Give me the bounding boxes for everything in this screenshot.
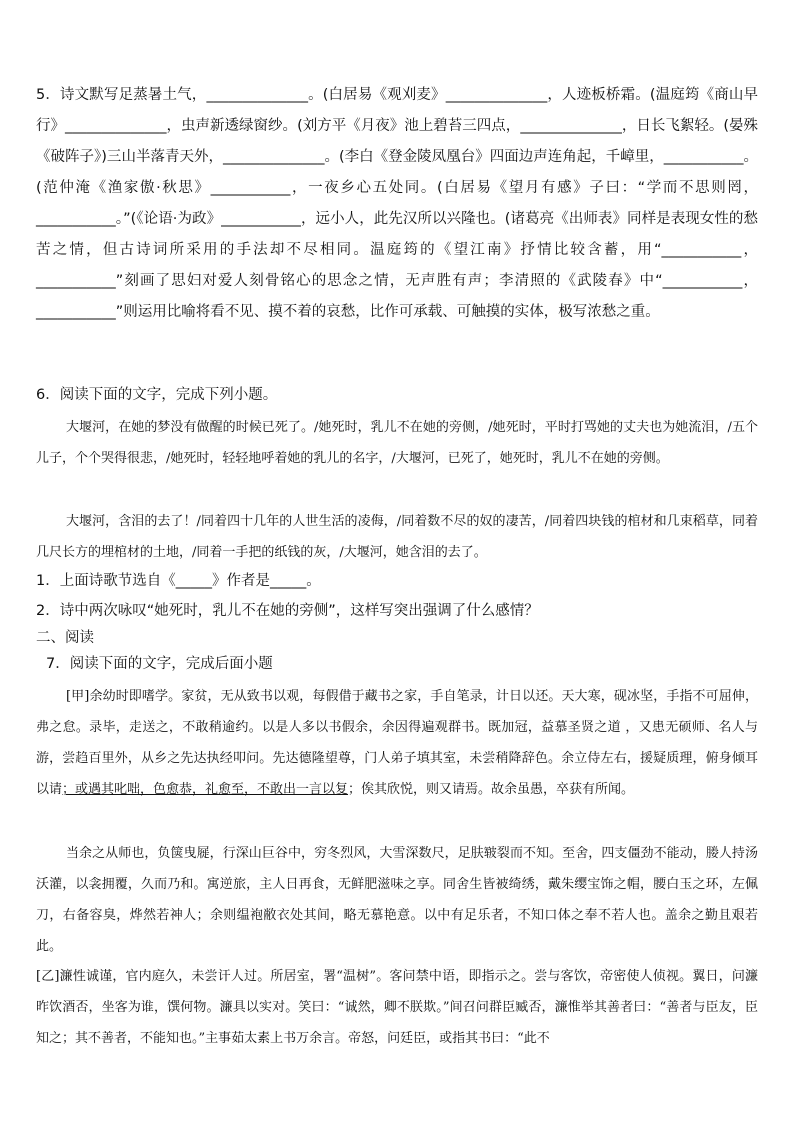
q5-blank: ___________: [36, 304, 116, 320]
q5-text: ，虫声新透绿窗纱。(刘方平《月夜》池上碧苔三四点，: [166, 118, 521, 134]
q5-text: ”刻画了思妇对爱人刻骨铭心的思念之情，无声胜有声；李清照的《武陵春》中“: [115, 273, 663, 289]
q5-text: 。(白居易《观刈麦》: [307, 87, 446, 103]
q5-blank: ___________: [36, 273, 116, 289]
q5-text: ，人迹板桥霜。(温庭筠《商山早行》: [36, 87, 759, 134]
q5-text: 5．诗文默写足蒸暑土气，: [36, 87, 207, 103]
q5-text: ，: [741, 242, 759, 258]
question-5: [36, 80, 758, 328]
q5-blank: ___________: [221, 211, 301, 227]
sub-question-2: 2．诗中两次咏叹“她死时，乳儿不在她的旁侧”，这样写突出强调了什么感情？: [36, 603, 539, 619]
sub-question-1: 1．上面诗歌节选自《_____》作者是_____。: [36, 573, 321, 589]
passage-jia-paragraph-2: 当余之从师也，负箧曳屣，行深山巨谷中，穷冬烈风，大雪深数尺，足肤皲裂而不知。至舍，四支僵劲不能动，媵人持汤沃灌，以衾拥覆，久而乃和。寓逆旅，主人日再食，无鲜肥滋味之享。同舍生皆被绮绣，戴朱缨宝饰之帽，腰白玉之环，左佩刀，右备容臭，烨然若神人；余则缊袍敝衣处其间，略无慕艳意。以中有足乐者，不知口体之奉不若人也。盖余之勤且艰若此。: [36, 846, 758, 954]
q5-blank: ______________: [206, 87, 308, 103]
q5-text: 。(范仲淹《渔家傲·秋思》: [36, 149, 759, 196]
question-7-heading: 7．阅读下面的文字，完成后面小题: [46, 656, 273, 672]
sub-question-1-blank-author: _____: [269, 573, 307, 589]
q5-text: 。(李白《登金陵凤凰台》四面边声连角起，千嶂里，: [324, 149, 664, 165]
q5-blank: ___________: [661, 242, 742, 258]
q5-blank: ___________: [663, 149, 744, 165]
q5-blank: ___________: [210, 180, 291, 196]
sub-question-1-blank-title: _____: [175, 573, 212, 589]
q5-blank: ___________: [36, 211, 116, 227]
underlined-sentence: ；或遇其叱咄，色愈恭，礼愈至，不敢出一言以复: [62, 782, 349, 797]
question-6-heading: 6．阅读下面的文字，完成下列小题。: [36, 387, 278, 403]
q5-blank: ______________: [520, 118, 622, 134]
poem-stanza-1: 大堰河，在她的梦没有做醒的时候已死了。/她死时，乳儿不在她的旁侧，/她死时，平时打骂她的丈夫也为她流泪，/五个儿子，个个哭得很悲，/她死时，轻轻地呼着她的乳儿的名字，/大堰河，已死了，她死时，乳儿不在她的旁侧。: [36, 420, 758, 466]
q5-text: ”则运用比喻将看不见、摸不着的哀愁，比作可承载、可触摸的实体，极写浓愁之重。: [115, 304, 660, 320]
passage-jia-paragraph-1: [甲]余幼时即嗜学。家贫，无从致书以观，每假借于藏书之家，手自笔录，计日以还。天大寒，砚冰坚，手指不可屈伸，弗之怠。录毕，走送之，不敢稍逾约。以是人多以书假余，余因得遍观群书。既加冠，益慕圣贤之道 ，又患无硕师、名人与游，尝趋百里外，从乡之先达执经叩问。先达德隆望尊，门人弟子填其室，未尝稍降辞色。余立侍左右，援疑质理，俯身倾耳以请；或遇其叱咄，色愈恭，礼愈至，不敢出一言以复；俟其欣悦，则又请焉。故余虽愚，卒获有所闻。: [36, 689, 758, 797]
q5-blank: ______________: [222, 149, 325, 165]
q5-text: ，远小人，此先汉所以兴隆也。(诸葛亮《出师表》同样是表现女性的愁苦之情，但古诗词所采用的手法却不尽相同。温庭筠的《望江南》抒情比较含蓄，用“: [36, 211, 758, 258]
q5-text: ，一夜乡心五处同。(白居易《望月有感》子曰：“学而不思则罔，: [290, 180, 758, 196]
section-2-heading: 二、阅读: [36, 630, 94, 646]
q5-blank: ______________: [445, 87, 548, 103]
passage-yi: [乙]濂性诚谨，官内庭久，未尝讦人过。所居室，署“温树”。客问禁中语，即指示之。尝与客饮，帝密使人侦视。翼日，问濂昨饮酒否，坐客为谁，馔何物。濂具以实对。笑曰：“诚然，卿不朕欺。”间召问群臣臧否，濂惟举其善者曰：“善者与臣友，臣知之；其不善者，不能知也。”主事茹太素上书万余言。帝怒，问廷臣，或指其书曰：“此不: [36, 969, 758, 1046]
poem-stanza-2: 大堰河，含泪的去了！/同着四十几年的人世生活的凌侮，/同着数不尽的奴的凄苦，/同着四块钱的棺材和几束稻草，同着几尺长方的埋棺材的土地，/同着一手把的纸钱的灰，/大堰河，她含泪的去了。: [36, 514, 758, 560]
q5-text: ，日长飞絮轻。(晏殊《破阵子》)三山半落青天外，: [36, 118, 759, 165]
q5-blank: ______________: [65, 118, 167, 134]
q5-text: 。”(《论语·为政》: [115, 211, 222, 227]
q5-blank: ___________: [662, 273, 743, 289]
q5-text: ，: [742, 273, 759, 289]
